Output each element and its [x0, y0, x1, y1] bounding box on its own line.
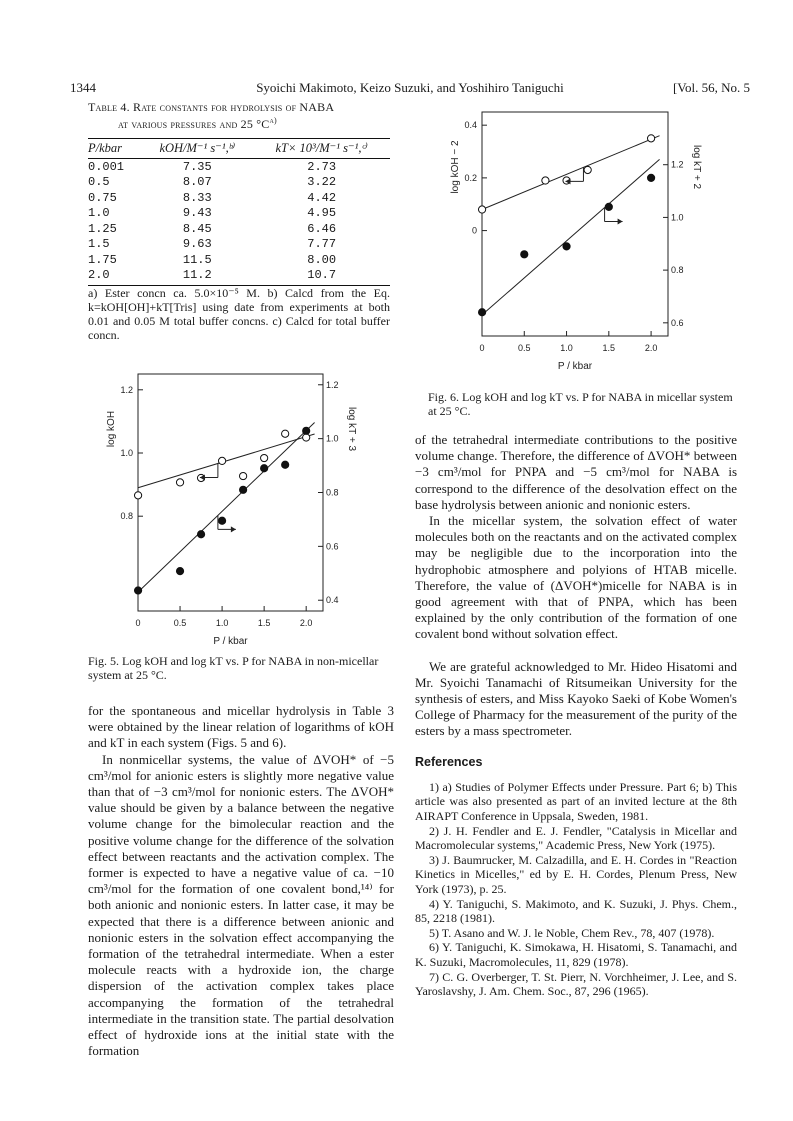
x-tick-label: 2.0: [644, 343, 658, 353]
table-row: [88, 159, 390, 175]
acknowledgement: We are grateful acknowledged to Mr. Hideo Hisatomi and Mr. Syoichi Tanamachi of Ritsumeikan University for the synthesis of esters, and Miss Kayoko Saeki of Kobe Women's College of Pharmacy for the measurement of the purity of the esters by a mass spectrometer.: [415, 658, 737, 739]
running-header: [70, 80, 750, 96]
axis-arrow-head: [618, 219, 623, 225]
table-cell: 1.75: [88, 252, 117, 267]
x-tick-label: 0: [479, 343, 485, 353]
table4-caption-sup: a): [269, 116, 277, 125]
data-point-filled: [218, 517, 225, 524]
table-cell: 2.73: [307, 159, 337, 174]
paragraph: In the micellar system, the solvation effect of water molecules both on the reactants and on the activated complex may be negligible due to the incorporation into the hydrophobic atmosphere and polyions of HTAB micelle. Therefore, the value of (ΔVOH*)micelle for NABA is in good agreement with that of PNPA, which has been explained by the only contribution of the formation of one covalent bond without solvation effect.: [415, 513, 737, 642]
table-cell: 0.75: [88, 190, 117, 205]
x-axis-label: P / kbar: [557, 361, 593, 372]
data-point-filled: [240, 486, 247, 493]
reference-item: 3) J. Baumrucker, M. Calzadilla, and E. H. Cordes in "Reaction Kinetics in Micelles," ed by E. H. Cordes, Plenum Press, New York (1973), p. 25.: [415, 852, 737, 897]
data-point-filled: [303, 427, 310, 434]
y-right-tick-label: 0.6: [326, 541, 339, 552]
plot-frame: [482, 112, 668, 336]
reference-item: 4) Y. Taniguchi, S. Makimoto, and K. Suzuki, J. Phys. Chem., 85, 2218 (1981).: [415, 896, 737, 926]
plot-frame: [138, 374, 323, 611]
data-point-open: [282, 430, 289, 437]
y-left-axis-label: log kOH: [106, 410, 117, 448]
table-cell: 4.42: [307, 190, 337, 205]
table-cell: 9.43: [182, 206, 212, 221]
fit-line: [482, 136, 660, 210]
y-right-tick-label: 0.4: [326, 595, 339, 606]
fit-line: [138, 422, 315, 592]
table-cell: 1.25: [88, 221, 117, 236]
table-cell: 2.0: [88, 268, 141, 286]
col-header: P/kbar: [88, 139, 141, 159]
table-row: [88, 252, 390, 268]
data-point-open: [261, 454, 268, 461]
data-point-filled: [197, 531, 204, 538]
table-row: [88, 190, 390, 206]
header-authors: Syoichi Makimoto, Keizo Suzuki, and Yoshihiro Taniguchi: [256, 80, 564, 95]
x-tick-label: 1.0: [215, 618, 229, 628]
data-point-open: [240, 472, 247, 479]
table-cell: 8.45: [182, 221, 212, 236]
paragraph: of the tetrahedral intermediate contributions to the positive volume change. Therefore, the difference of ΔVOH* between −3 cm³/mol for PNPA and −5 cm³/mol for NABA is correspond to the difference of the desolvation effect on the base hydrolysis between anionic and nonionic esters.: [415, 432, 737, 512]
data-point-filled: [176, 568, 183, 575]
fit-line: [482, 159, 660, 314]
x-tick-label: 1.5: [602, 343, 616, 353]
y-right-tick-label: 1.2: [326, 379, 339, 390]
table-cell: 8.00: [307, 252, 337, 267]
y-right-tick-label: 1.0: [326, 433, 339, 444]
table-cell: 0.001: [88, 159, 125, 174]
table4-caption-line2: at various pressures and 25 °C: [118, 117, 270, 131]
col-header: kT× 10³/M⁻¹ s⁻¹,ᶜ⁾: [253, 139, 390, 159]
table-cell: 3.22: [307, 175, 337, 190]
y-right-axis-label: log kT + 3: [346, 406, 357, 452]
axis-arrow-head: [231, 526, 236, 532]
x-tick-label: 0.5: [518, 343, 531, 353]
references-heading: References: [415, 754, 483, 769]
table-cell: 4.95: [307, 206, 337, 221]
references-list: [415, 780, 737, 999]
data-point-open: [542, 177, 549, 184]
table-row: [88, 237, 390, 253]
figure-6-caption: Fig. 6. Log kOH and log kT vs. P for NABA in micellar system at 25 °C.: [428, 390, 733, 418]
y-right-tick-label: 1.0: [671, 212, 684, 223]
col-header: kOH/M⁻¹ s⁻¹,ᵇ⁾: [141, 139, 253, 159]
y-right-tick-label: 1.2: [671, 159, 684, 170]
y-left-axis-label: log kOH − 2: [450, 140, 461, 194]
data-point-open: [134, 492, 141, 499]
data-point-open: [218, 457, 225, 464]
x-tick-label: 1.0: [560, 343, 573, 353]
table-header-row: [88, 139, 390, 159]
table4: [88, 138, 390, 286]
data-point-filled: [134, 587, 141, 594]
figure-5-caption: Fig. 5. Log kOH and log kT vs. P for NABA in non-micellar system at 25 °C.: [88, 654, 379, 682]
data-point-filled: [478, 309, 485, 316]
data-point-open: [303, 434, 310, 441]
table4-footnote: a) Ester concn ca. 5.0×10⁻⁵ M. b) Calcd from the Eq. k=kOH[OH]+kT[Tris] using date from experiments at both 0.01 and 0.05 M total buffer concns. c) Calcd for total buffer concn.: [88, 286, 390, 342]
figure-6-chart: [440, 100, 712, 390]
x-tick-label: 0.5: [173, 618, 187, 628]
reference-item: 6) Y. Taniguchi, K. Simokawa, H. Hisatomi, S. Tanamachi, and K. Suzuki, Macromolecules, 11, 829 (1978).: [415, 940, 737, 969]
table-cell: 8.33: [182, 190, 212, 205]
data-point-open: [176, 479, 183, 486]
data-point-open: [584, 166, 591, 173]
reference-item: 7) C. G. Overberger, T. St. Pierr, N. Vorchheimer, J. Lee, and S. Yaroslavshy, J. Am. Chem. Soc., 87, 296 (1965).: [415, 969, 737, 999]
header-volume: [Vol. 56, No. 5: [672, 80, 750, 95]
data-point-filled: [605, 203, 612, 210]
data-point-filled: [521, 251, 528, 258]
data-point-filled: [282, 461, 289, 468]
data-point-filled: [647, 174, 654, 181]
table-cell: 11.5: [182, 252, 212, 267]
paragraph: for the spontaneous and micellar hydrolysis in Table 3 were obtained by the linear relation of logarithms of kOH and kT in each system (Figs. 5 and 6).: [88, 703, 394, 751]
table-cell: 7.35: [182, 159, 212, 174]
y-left-tick-label: 0.8: [120, 511, 133, 522]
x-tick-label: 2.0: [299, 618, 313, 628]
table-cell: 7.77: [307, 237, 337, 252]
left-column-text: [88, 703, 394, 1059]
table-cell: 11.2: [141, 268, 253, 286]
table-row: [88, 175, 390, 191]
data-point-filled: [261, 465, 268, 472]
data-point-open: [478, 206, 485, 213]
table-cell: 10.7: [253, 268, 390, 286]
y-left-tick-label: 0.2: [464, 172, 477, 183]
table-cell: 1.5: [88, 237, 110, 252]
table-row: [88, 221, 390, 237]
table4-caption-line2-wrap: [88, 114, 398, 131]
y-right-tick-label: 0.8: [326, 487, 339, 498]
y-left-tick-label: 0: [471, 225, 477, 236]
x-tick-label: 0: [135, 618, 141, 628]
y-left-tick-label: 0.4: [464, 120, 477, 131]
paragraph: In nonmicellar systems, the value of ΔVOH* of −5 cm³/mol for anionic esters is slightly more negative value than that of −3 cm³/mol for nonionic esters. The ΔVOH* value should be given by a balance between the negative volume change for the bimolecular reaction and the positive volume change for the difference of the solvation effect between reactants and the activation complex. The former is expected to have a negative value of ca. −10 cm³/mol for the formation of one covalent bond,¹⁴⁾ for both anionic and nonionic esters. In latter case, it may be expected that there is a difference between anionic and nonionic esters in the solvation effect accompanying the formation of the tetrahedral intermediate. When a ester molecule reacts with a hydroxide ion, the charge dispersion of the activation complex takes place accompanying the formation of the tetrahedral intermediate in the transition state. The partial desolvation effect of hydroxide ions at the initial state with the formation: [88, 751, 394, 1059]
table-row: [88, 206, 390, 222]
table-cell: 6.46: [307, 221, 337, 236]
y-right-tick-label: 0.6: [671, 317, 684, 328]
y-right-axis-label: log kT + 2: [691, 144, 702, 190]
reference-item: 2) J. H. Fendler and E. J. Fendler, "Catalysis in Micellar and Macromolecular systems," Academic Press, New York (1975).: [415, 823, 737, 853]
x-axis-label: P / kbar: [213, 636, 248, 647]
page-number: 1344: [70, 80, 96, 95]
figure-5-chart: [98, 366, 370, 651]
data-point-filled: [563, 243, 570, 250]
table-cell: 9.63: [182, 237, 212, 252]
x-tick-label: 1.5: [257, 618, 271, 628]
data-point-open: [647, 135, 654, 142]
y-left-tick-label: 1.2: [120, 384, 133, 395]
fit-line: [138, 434, 315, 488]
reference-item: 5) T. Asano and W. J. le Noble, Chem Rev., 78, 407 (1978).: [429, 925, 715, 940]
y-right-tick-label: 0.8: [671, 265, 684, 276]
reference-item: 1) a) Studies of Polymer Effects under Pressure. Part 6; b) This article was also presented as part of an invited lecture at the 8th AIRAPT Conference in Uppsala, Sweden, 1981.: [415, 779, 737, 824]
table4-caption: [88, 100, 398, 131]
table-cell: 1.0: [88, 206, 110, 221]
table-row: [88, 268, 390, 286]
table4-caption-line1: Table 4. Rate constants for hydrolysis of NABA: [88, 100, 335, 114]
y-left-tick-label: 1.0: [120, 448, 133, 458]
table-cell: 0.5: [88, 175, 110, 190]
table-cell: 8.07: [182, 175, 212, 190]
right-column-text: [415, 432, 737, 999]
